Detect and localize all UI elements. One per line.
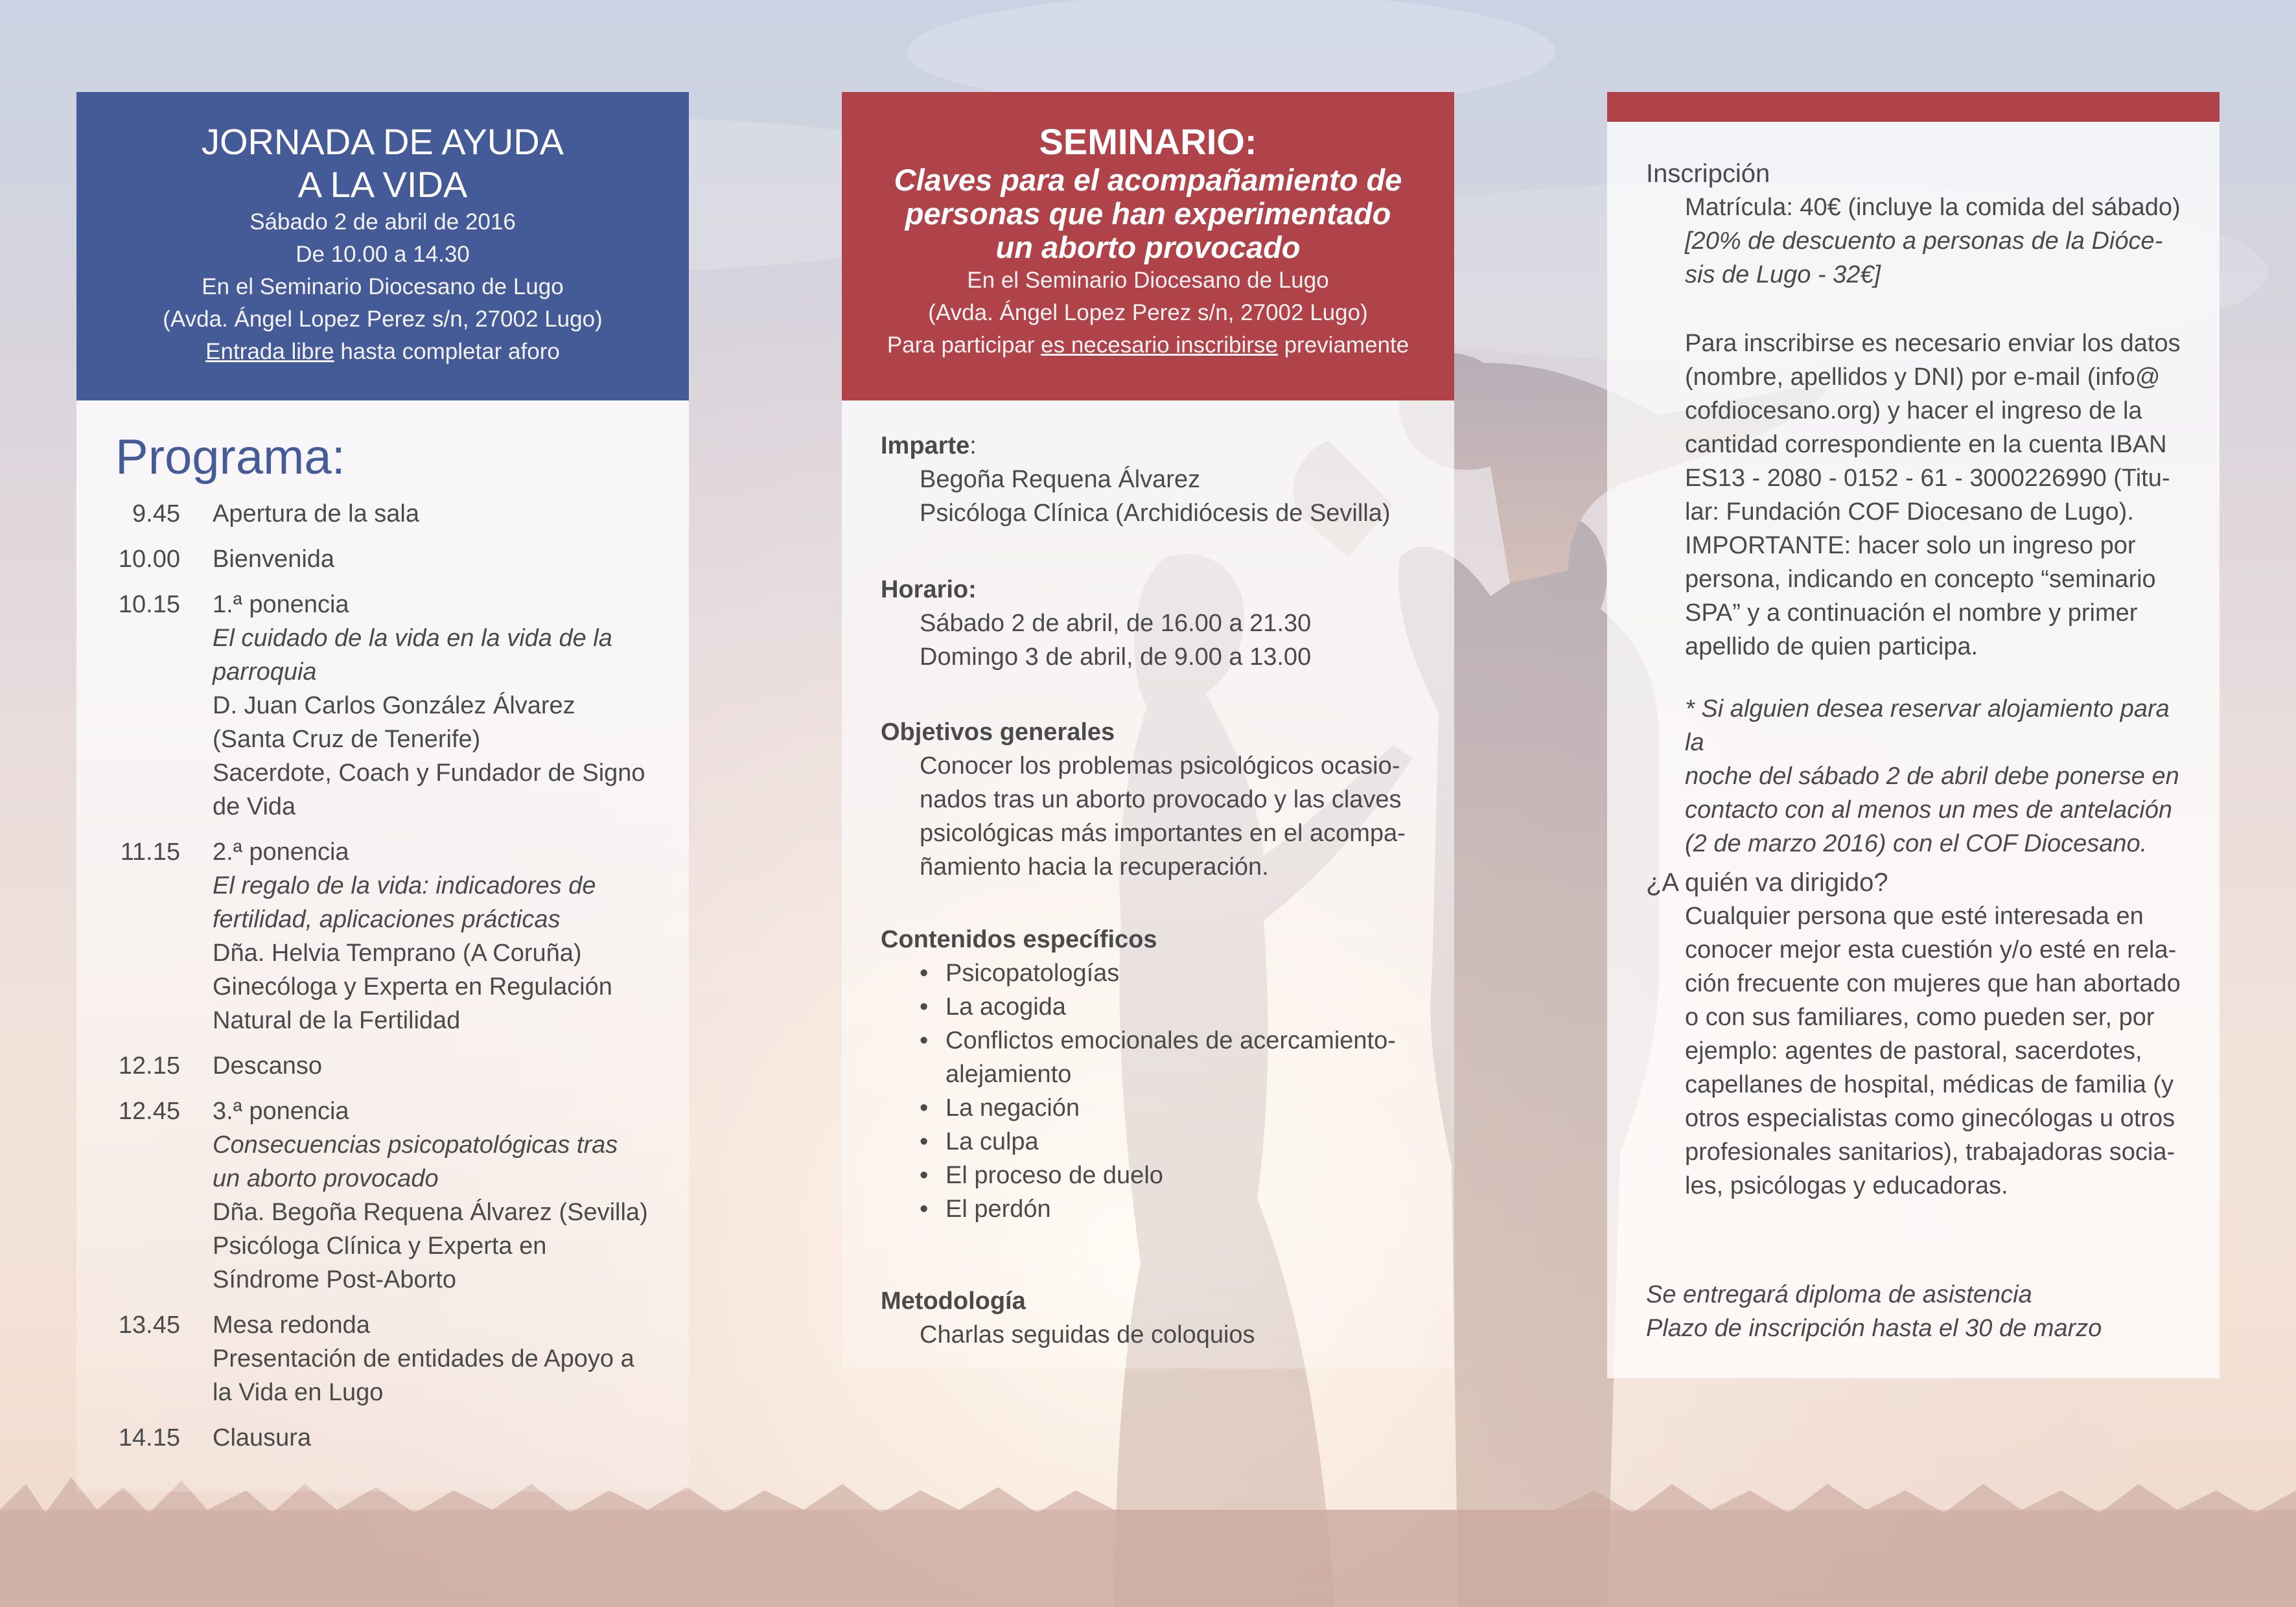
programa-line: Sacerdote, Coach y Fundador de Signo	[213, 759, 645, 787]
programa-time: 12.15	[118, 1052, 180, 1080]
seminario-subtitle-1: Claves para el acompañamiento de	[894, 163, 1402, 197]
metodologia-text: Charlas seguidas de coloquios	[920, 1321, 1255, 1348]
imparte-heading	[881, 429, 1425, 463]
contenido-item-text: Conflictos emocionales de acercamiento-	[945, 1027, 1396, 1054]
inscripcion-panel	[1607, 92, 2220, 1378]
programa-line: la Vida en Lugo	[213, 1379, 384, 1406]
diploma-note: Se entregará diploma de asistencia	[1646, 1281, 2032, 1308]
programa-line: parroquia	[213, 658, 317, 686]
seminario-address: (Avda. Ángel Lopez Perez s/n, 27002 Lugo)	[928, 300, 1368, 325]
instr-line: IMPORTANTE: hacer solo un ingreso por	[1685, 532, 2136, 559]
programa-line: un aborto provocado	[213, 1165, 439, 1192]
programa-body	[213, 1421, 311, 1455]
programa-line: Síndrome Post-Aborto	[213, 1266, 456, 1293]
programa-line: (Santa Cruz de Tenerife)	[213, 726, 481, 753]
contenido-item: • El perdón	[945, 1192, 1425, 1226]
contenido-item-cont: alejamiento	[945, 1061, 1072, 1088]
programa-time: 12.45	[118, 1098, 180, 1125]
metodologia-label: Metodología	[881, 1288, 1026, 1315]
seminario-subtitle-3: un aborto provocado	[995, 230, 1301, 264]
programa-body	[213, 542, 334, 576]
programa-line: 3.ª ponencia	[213, 1098, 349, 1125]
objetivos-line-1: Conocer los problemas psicológicos ocasio-	[920, 752, 1400, 780]
jornada-place: En el Seminario Diocesano de Lugo	[202, 274, 564, 299]
programa-body	[213, 1308, 634, 1409]
instr-line: persona, indicando en concepto “seminario	[1685, 566, 2156, 593]
horario-1: Sábado 2 de abril, de 16.00 a 21.30	[920, 610, 1312, 637]
programa-line: El regalo de la vida: indicadores de	[213, 872, 596, 899]
objetivos-section	[881, 715, 1425, 884]
instr-line: ES13 - 2080 - 0152 - 61 - 3000226990 (Titu-	[1685, 465, 2170, 492]
dirigido-line: ción frecuente con mujeres que han abortado	[1685, 970, 2181, 997]
instr-line: lar: Fundación COF Diocesano de Lugo).	[1685, 498, 2134, 526]
programa-body	[213, 1094, 648, 1297]
programa-time: 11.15	[120, 838, 180, 866]
programa-line: Natural de la Fertilidad	[213, 1007, 461, 1034]
contenido-item: • La culpa	[945, 1125, 1425, 1159]
instr-line: cantidad correspondiente en la cuenta IBAN	[1685, 431, 2167, 458]
jornada-title-line2: A LA VIDA	[297, 164, 468, 205]
horario-2: Domingo 3 de abril, de 9.00 a 13.00	[920, 643, 1312, 671]
programa-time: 13.45	[118, 1312, 180, 1339]
objetivos-line-3: psicológicas más importantes en el acompa-	[920, 820, 1406, 847]
programa-item	[115, 542, 673, 576]
inscripcion-header-bar	[1607, 92, 2220, 122]
programa-line: Bienvenida	[213, 546, 335, 573]
contenido-item: • Psicopatologías	[945, 956, 1425, 990]
contenido-item: • La negación	[945, 1091, 1425, 1125]
inscripcion-title: Inscripción	[1646, 159, 1770, 188]
dirigido-line: otros especialistas como ginecólogas u otros	[1685, 1105, 2175, 1132]
programa-item	[115, 588, 673, 824]
dirigido-line: o con sus familiares, como pueden ser, por	[1685, 1004, 2155, 1031]
dirigido-line: Cualquier persona que esté interesada en	[1685, 903, 2144, 930]
imparte-role: Psicóloga Clínica (Archidiócesis de Sevilla)	[920, 500, 1391, 527]
programa-line: El cuidado de la vida en la vida de la	[213, 625, 612, 652]
jornada-date: Sábado 2 de abril de 2016	[249, 209, 516, 235]
descuento-1: [20% de descuento a personas de la Dióce-	[1685, 227, 2163, 255]
participate-pre: Para participar	[887, 332, 1041, 358]
programa-line: fertilidad, aplicaciones prácticas	[213, 906, 561, 933]
programa-line: 2.ª ponencia	[213, 838, 349, 866]
instr-line: apellido de quien participa.	[1685, 633, 1978, 660]
imparte-label: Imparte	[881, 432, 970, 459]
instrucciones	[1646, 327, 2184, 664]
jornada-time: De 10.00 a 14.30	[296, 242, 470, 267]
programa-line: D. Juan Carlos González Álvarez	[213, 692, 575, 719]
jornada-panel	[76, 92, 689, 1492]
programa-time: 10.15	[118, 591, 180, 618]
contenidos-list	[881, 956, 1425, 1226]
inscribirse-link[interactable]: es necesario inscribirse	[1041, 332, 1278, 358]
jornada-entry	[76, 336, 689, 368]
plazo-note: Plazo de inscripción hasta el 30 de marzo	[1646, 1315, 2102, 1342]
dirigido-line: les, psicólogas y educadoras.	[1685, 1172, 2008, 1199]
objetivos-line-4: ñamiento hacia la recuperación.	[920, 853, 1269, 881]
nota-line: noche del sábado 2 de abril debe ponerse en	[1685, 763, 2179, 790]
instr-line: (nombre, apellidos y DNI) por e-mail (info@	[1685, 364, 2161, 391]
descuento-2: sis de Lugo - 32€]	[1685, 261, 1881, 288]
matricula: Matrícula: 40€ (incluye la comida del sábado)	[1685, 194, 2181, 221]
programa-line: Dña. Helvia Temprano (A Coruña)	[213, 940, 582, 967]
nota-line: * Si alguien desea reservar alojamiento para la	[1685, 695, 2170, 756]
instr-line: cofdiocesano.org) y hacer el ingreso de la	[1685, 397, 2142, 424]
seminario-title: SEMINARIO:	[1039, 121, 1257, 162]
contenidos-label: Contenidos específicos	[881, 926, 1157, 953]
seminario-subtitle-2: personas que han experimentado	[905, 196, 1391, 231]
horario-section	[881, 573, 1425, 674]
dirigido-title: ¿A quién va dirigido?	[1646, 868, 1888, 897]
dirigido-line: ejemplo: agentes de pastoral, sacerdotes,	[1685, 1037, 2142, 1065]
dirigido-text	[1646, 899, 2184, 1203]
programa-list	[115, 497, 673, 1466]
programa-line: Psicóloga Clínica y Experta en	[213, 1232, 547, 1260]
programa-body	[213, 588, 645, 824]
dirigido-line: conocer mejor esta cuestión y/o esté en rela-	[1685, 936, 2177, 964]
jornada-address: (Avda. Ángel Lopez Perez s/n, 27002 Lugo)	[163, 306, 603, 332]
programa-item	[115, 1308, 673, 1409]
entrada-libre-link[interactable]: Entrada libre	[205, 339, 334, 364]
programa-line: Apertura de la sala	[213, 500, 419, 527]
entry-rest: hasta completar aforo	[334, 339, 560, 364]
instr-line: Para inscribirse es necesario enviar los datos	[1685, 330, 2181, 357]
programa-time: 14.15	[118, 1424, 180, 1451]
contenido-item: • La acogida	[945, 990, 1425, 1024]
seminario-header	[842, 92, 1454, 400]
programa-line: 1.ª ponencia	[213, 591, 349, 618]
inscripcion-section	[1646, 157, 2184, 292]
programa-body	[213, 1049, 322, 1083]
metodologia-section	[881, 1284, 1425, 1352]
programa-line: Presentación de entidades de Apoyo a	[213, 1345, 634, 1372]
programa-line: Clausura	[213, 1424, 312, 1451]
contenidos-section	[881, 923, 1425, 1226]
seminario-place: En el Seminario Diocesano de Lugo	[967, 268, 1329, 293]
programa-line: de Vida	[213, 793, 296, 820]
programa-line: Consecuencias psicopatológicas tras	[213, 1131, 618, 1159]
dirigido-line: capellanes de hospital, médicas de familia (y	[1685, 1071, 2174, 1098]
programa-time: 10.00	[118, 546, 180, 573]
programa-item	[115, 497, 673, 531]
programa-line: Dña. Begoña Requena Álvarez (Sevilla)	[213, 1199, 648, 1226]
jornada-header	[76, 92, 689, 400]
objetivos-label: Objetivos generales	[881, 719, 1115, 746]
programa-line: Mesa redonda	[213, 1312, 370, 1339]
objetivos-line-2: nados tras un aborto provocado y las claves	[920, 786, 1402, 813]
imparte-colon: :	[969, 432, 977, 459]
programa-time: 9.45	[132, 500, 180, 527]
imparte-name: Begoña Requena Álvarez	[920, 466, 1201, 493]
dirigido-section	[1646, 866, 2184, 1203]
programa-title: Programa:	[115, 430, 345, 485]
programa-line: Descanso	[213, 1052, 322, 1080]
nota-line: contacto con al menos un mes de antelación	[1685, 796, 2173, 824]
participate-post: previamente	[1277, 332, 1409, 358]
alojamiento-nota	[1646, 692, 2184, 861]
programa-item	[115, 835, 673, 1037]
programa-line: Ginecóloga y Experta en Regulación	[213, 973, 612, 1000]
programa-body	[213, 497, 419, 531]
seminario-panel	[842, 92, 1454, 1369]
jornada-title-line1: JORNADA DE AYUDA	[201, 121, 564, 162]
programa-item	[115, 1094, 673, 1297]
nota-line: (2 de marzo 2016) con el COF Diocesano.	[1685, 830, 2148, 857]
horario-label: Horario:	[881, 576, 977, 603]
instr-line: SPA” y a continuación el nombre y primer	[1685, 599, 2138, 627]
seminario-participate	[842, 329, 1454, 362]
programa-item	[115, 1049, 673, 1083]
imparte-section	[881, 429, 1425, 530]
programa-item	[115, 1421, 673, 1455]
contenido-item: • El proceso de duelo	[945, 1159, 1425, 1192]
footer-notes	[1646, 1278, 2184, 1345]
dirigido-line: profesionales sanitarios), trabajadoras socia-	[1685, 1139, 2175, 1166]
programa-body	[213, 835, 612, 1037]
contenido-item	[945, 1024, 1425, 1091]
